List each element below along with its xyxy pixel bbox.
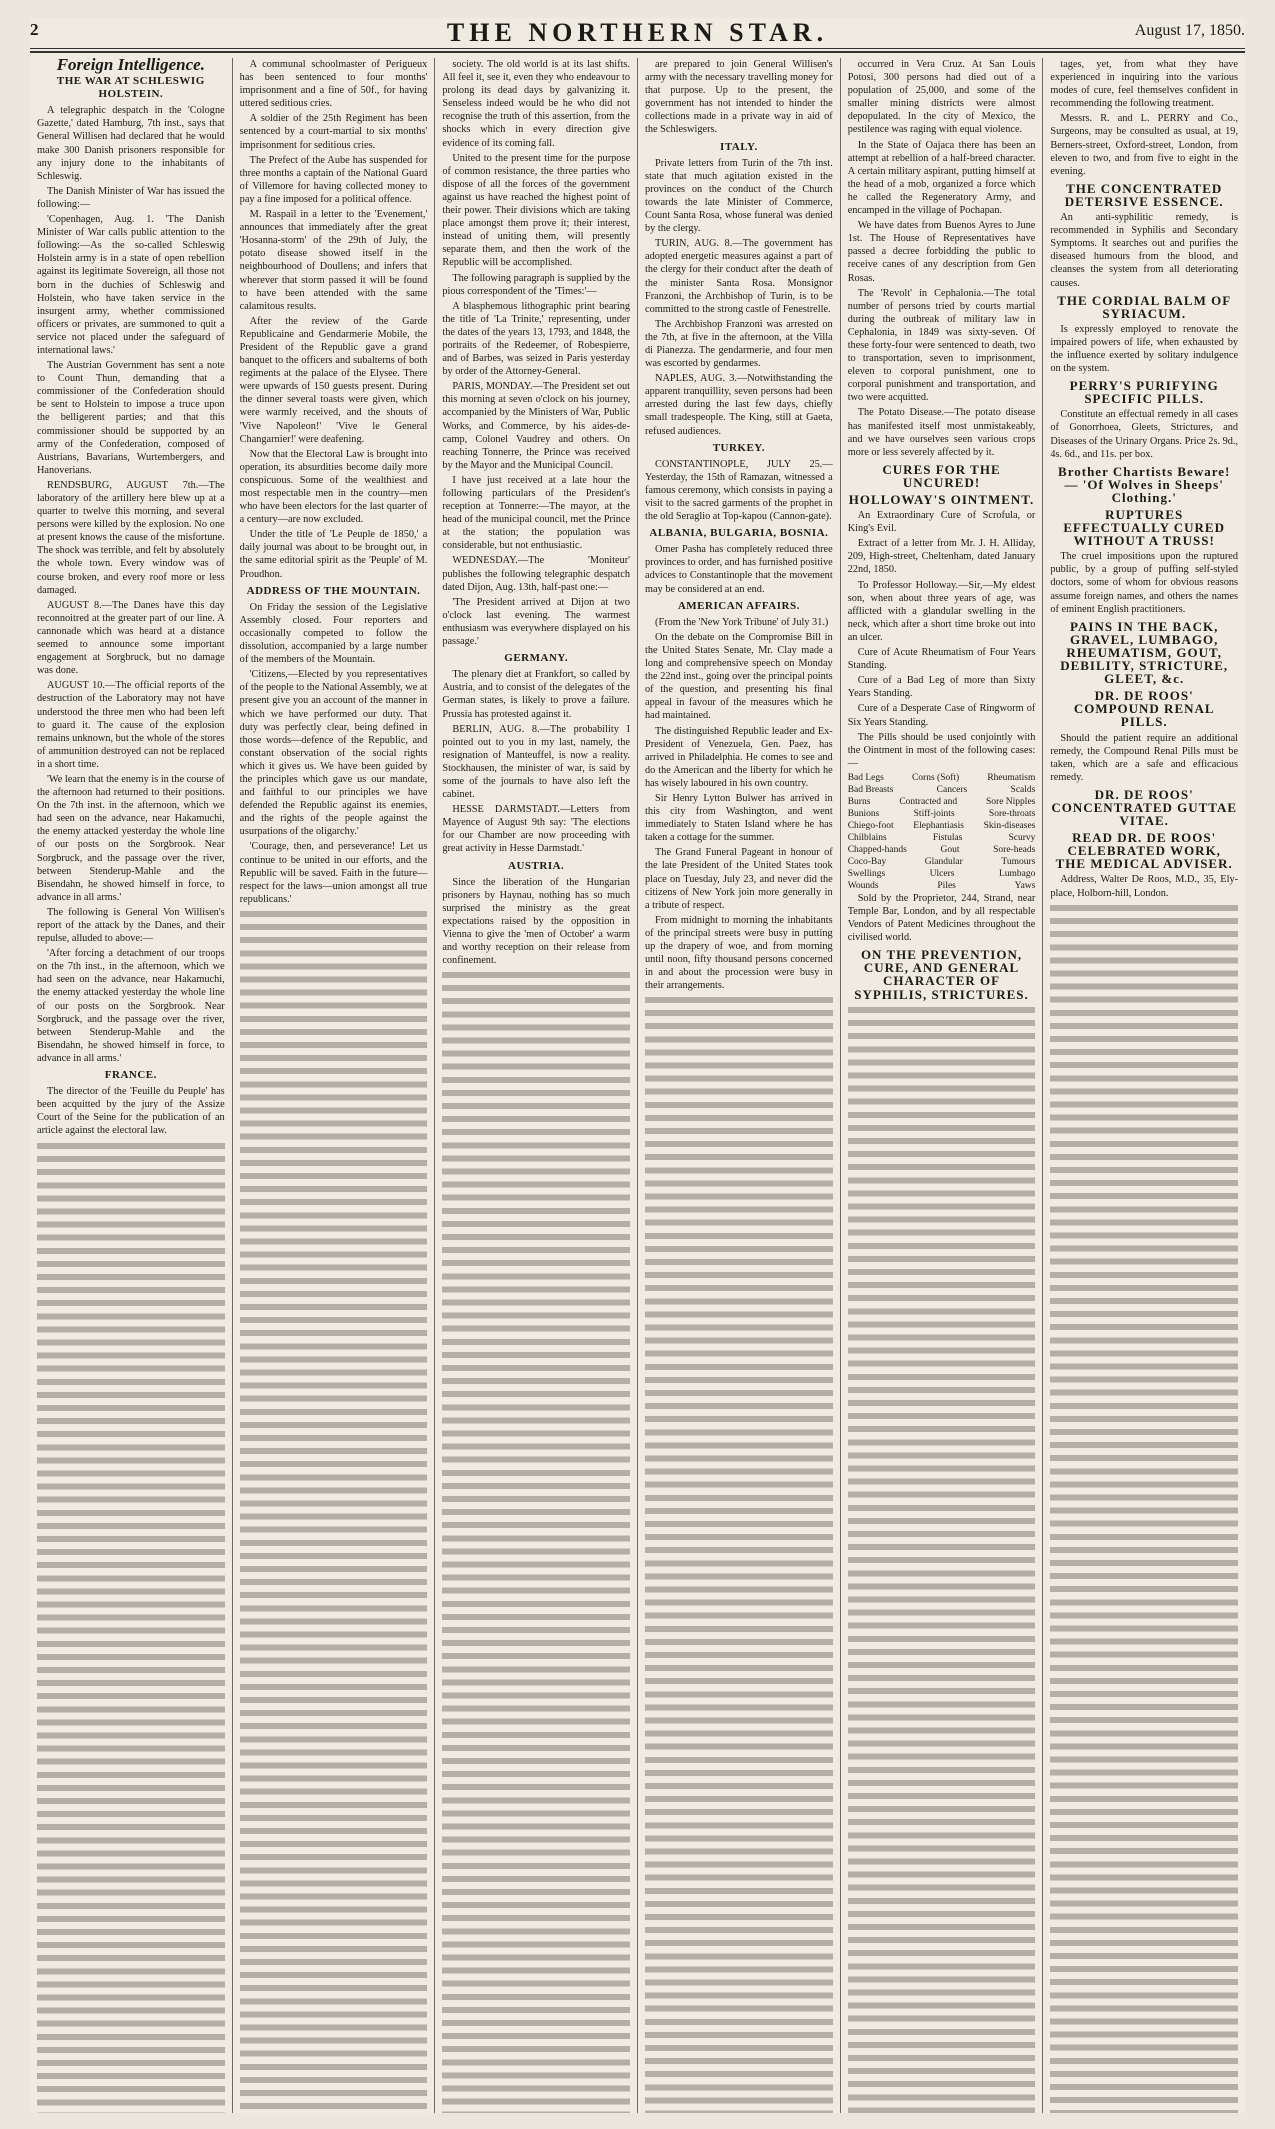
column-3 (435, 58, 638, 2113)
article-paragraph: PARIS, MONDAY.—The President set out this morning at seven o'clock on his journey, accompanied by the Ministers of War, Public Works, and Commerce, by his aides-de-camp, Colonel Vaudrey and others. On reaching Tonnerre, the Prince was received by the Mayor and the Municipal Council. (442, 381, 631, 471)
page-number: 2 (30, 20, 39, 39)
ailment-item: Stiff-joints (913, 808, 955, 819)
article-paragraph: The 'Revolt' in Cephalonia.—The total number of persons tried by courts martial during the outbreak of military law in Cephalonia, in 1849 was sixty-seven. Of these forty-four were sentenced to death, two to transportation, seven to imprisonment, eleven to corporal punishment, one to corporal punishment and transportation, and two were acquitted. (847, 287, 1036, 404)
section-heading: ADDRESS OF THE MOUNTAIN. (246, 584, 421, 597)
article-paragraph: 'Copenhagen, Aug. 1. 'The Danish Minister of War calls public attention to the following:—As the so-called Schleswig Holstein army is in a state of open rebellion against its legitimate Sovereign, all those not born in the duchies of Schleswig and Holstein, who have taken service in the insurgent army, whether commissioned officers or privates, are summoned to quit a service not placed under the safeguard of international laws.' (37, 214, 225, 356)
ailment-item: Chapped-hands (847, 844, 907, 855)
article-paragraph: The following is General Von Willisen's report of the attack by the Danes, and their repulse, alluded to above:— (37, 906, 225, 945)
issue-date: August 17, 1850. (1134, 22, 1245, 39)
section-heading: GERMANY. (504, 652, 569, 665)
ailment-item: Yaws (1014, 880, 1036, 891)
article-paragraph: Under the title of 'Le Peuple de 1850,' a daily journal was about to be brought out, in the same editorial spirit as the 'Peuple' of M. Proudhon. (239, 529, 428, 580)
article-paragraph: WEDNESDAY.—The 'Moniteur' publishes the following telegraphic despatch dated Dijon, Aug. 13th, half-past one:— (442, 555, 631, 593)
article-paragraph: Sir Henry Lytton Bulwer has arrived in this city from Washington, and went immediately to Staten Island where he has taken a cottage for the summer. (645, 792, 833, 844)
ailment-item: Bad Breasts (847, 784, 894, 795)
article-paragraph: Now that the Electoral Law is brought into operation, its absurdities become daily more conspicuous. Some of the wealthiest and most respectable men in the country—men who have been electors for the last quarter of a century—are now excluded. (239, 448, 428, 526)
article-paragraph: To Professor Holloway.—Sir,—My eldest son, when about three years of age, was afflicted with a glandular swelling in the neck, which after a short time broke out into an ulcer. (847, 579, 1036, 643)
ailment-item: Coco-Bay (847, 856, 887, 867)
article-paragraph: The Grand Funeral Pageant in honour of the late President of the United States took place on Tuesday, July 23, and never did the citizens of New York join more generally in a tribute of respect. (645, 847, 833, 911)
article-paragraph: AUGUST 10.—The official reports of the destruction of the Laboratory may not have understood the three men who had been left to guard it. The cause of the explosion remains unknown, but the whole of the stores of ammunition destroyed can not be replaced in a short time. (37, 680, 225, 770)
continued-text-lines (240, 908, 428, 2113)
article-paragraph: After the review of the Garde Republicaine and Gendarmerie Mobile, the President of the Republic gave a grand banquet to the officers and subalterns of both regiments at the palace of the Elysee. There were upwards of 150 guests present. During the dinner several toasts were given, which were warmly received, and the shouts of 'Vive Napoleon!' 'Vive le General Changarnier!' were deafening. (239, 315, 428, 445)
article-paragraph: The distinguished Republic leader and Ex-President of Venezuela, Gen. Paez, has arrived in Philadelphia. He comes to see and do the American and the liberty for which he has wisely laboured in his own country. (645, 725, 833, 789)
masthead-rule (30, 51, 1245, 53)
ailment-item: Skin-diseases (983, 820, 1036, 831)
article-paragraph: A communal schoolmaster of Perigueux has been sentenced to four months' imprisonment and a fine of 50f., for having uttered seditious cries. (239, 59, 428, 110)
continued-text-lines (442, 969, 630, 2113)
article-paragraph: I have just received at a late hour the following particulars of the President's reception at Tonnerre:—The mayor, at the head of the municipal council, met the Prince at the station; the population was considerable, but not enthusiastic. (442, 474, 631, 552)
ailment-item: Swellings (847, 868, 886, 879)
article-paragraph: The plenary diet at Frankfort, so called by Austria, and to consist of the delegates of the German states, is likely to prove a failure. Prussia has protested against it. (442, 669, 631, 720)
article-paragraph: The Prefect of the Aube has suspended for three months a captain of the National Guard of Villemore for having collected money to pay a fine imposed for a political offence. (239, 154, 428, 205)
article-paragraph: RENDSBURG, AUGUST 7th.—The laboratory of the artillery here blew up at a quarter to twelve this morning, and several persons were killed by the explosion. No one at present knows the cause of the misfortune. The shock was terrible, and felt by absolutely the whole town. Every window was of course broken, and every roof more or less damaged. (37, 479, 225, 596)
article-paragraph: From midnight to morning the inhabitants of the principal streets were busy in putting up the drapery of woe, and from morning until noon, fifty thousand persons concerned in and about the procession were busy in their arrangements. (645, 914, 833, 992)
article-paragraph: Cure of Acute Rheumatism of Four Years Standing. (847, 647, 1036, 672)
article-paragraph: Since the liberation of the Hungarian prisoners by Haynau, nothing has so much surprised the ministry as the great expectations raised by the opposition in Vienna to give the 'men of October' a warm and worthy reception on their release from confinement. (442, 876, 631, 967)
continued-text-lines (1050, 902, 1238, 2113)
columns (30, 58, 1245, 2113)
ailment-item: Corns (Soft) (911, 772, 960, 783)
advertisement-heading: ON THE PREVENTION, CURE, AND GENERAL CHARACTER OF SYPHILIS, STRICTURES. (854, 947, 1029, 1002)
column-6 (1043, 58, 1245, 2113)
section-heading: ALBANIA, BULGARIA, BOSNIA. (649, 527, 829, 540)
section-heading: FRANCE. (104, 1069, 157, 1082)
article-paragraph: We have dates from Buenos Ayres to June 1st. The House of Representatives have passed a decree forbidding the public to receive canes of any description from Gen Rosas. (847, 220, 1036, 284)
article-paragraph: Extract of a letter from Mr. J. H. Alliday, 209, High-street, Cheltenham, dated January 22nd, 1850. (847, 538, 1036, 576)
ailment-item: Contracted and (899, 796, 958, 807)
article-paragraph: Constitute an effectual remedy in all cases of Gonorrhoea, Gleets, Strictures, and Diseases of the Urinary Organs. Price 2s. 9d., 4s. 6d., and 11s. per box. (1050, 409, 1239, 460)
article-paragraph: The director of the 'Feuille du Peuple' has been acquitted by the jury of the Assize Court of the Seine for the publication of an article against the electoral law. (37, 1086, 225, 1137)
article-paragraph: In the State of Oajaca there has been an attempt at rebellion of a half-breed character. A certain military aspirant, putting himself at the head of a mob, organized a force which he called the Regeneratory Army, and encamped in the village of Pochapan. (847, 139, 1036, 217)
advertisement-heading: READ DR. DE ROOS' CELEBRATED WORK, THE MEDICAL ADVISER. (1055, 830, 1233, 872)
advertisement-heading: THE CONCENTRATED DETERSIVE ESSENCE. (1064, 180, 1224, 209)
ailment-row (848, 880, 1036, 892)
ailment-item: Ulcers (929, 868, 955, 879)
article-paragraph: Address, Walter De Roos, M.D., 35, Ely-place, Holborn-hill, London. (1050, 874, 1239, 899)
advertisement-heading: RUPTURES EFFECTUALLY CURED WITHOUT A TRUSS! (1063, 507, 1225, 549)
article-paragraph: The Pills should be used conjointly with the Ointment in most of the following cases:— (847, 731, 1036, 769)
advertisement-heading: CURES FOR THE UNCURED! (882, 461, 1001, 490)
ailment-row (848, 784, 1036, 796)
ailment-row (848, 808, 1036, 820)
article-paragraph: M. Raspail in a letter to the 'Evenement,' announces that immediately after the great 'Hosanna-storm' of the 29th of July, the potato disease showed itself in the neighbourhood of Doullens; and infers that wherever that storm passed it will be found to have been attended with the same calamitous results. (239, 209, 428, 312)
ailment-row (848, 796, 1036, 808)
article-paragraph: On the debate on the Compromise Bill in the United States Senate, Mr. Clay made a long and comprehensive speech on Monday the 22nd inst., going over the principal points of the question, and presenting his final appeal in favour of the measures which he had maintained. (645, 631, 833, 722)
article-paragraph: Private letters from Turin of the 7th inst. state that much agitation existed in the provinces on the conduct of the Church towards the late Minister of Commerce, Count Santa Rosa, whose funeral was denied by the clergy. (645, 157, 833, 235)
article-paragraph: A soldier of the 25th Regiment has been sentenced by a court-martial to six months' imprisonment for seditious cries. (239, 113, 428, 151)
ailment-item: Elephantiasis (913, 820, 964, 831)
column-1 (30, 58, 233, 2113)
column-2 (233, 58, 436, 2113)
section-heading: AMERICAN AFFAIRS. (677, 599, 800, 612)
section-heading: TURKEY. (712, 441, 765, 454)
section-masthead: Foreign Intelligence. (56, 58, 205, 74)
advertisement-heading: HOLLOWAY'S OINTMENT. (848, 492, 1035, 507)
advertisement-heading: PAINS IN THE BACK, GRAVEL, LUMBAGO, RHEUMATISM, GOUT, DEBILITY, STRICTURE, GLEET, &c. (1060, 618, 1229, 687)
article-paragraph: BERLIN, AUG. 8.—The probability I pointed out to you in my last, namely, the resignation of Manteuffel, is now a reality. Stockhausen, the minister of war, is said by some of the journals to have also left the cabinet. (442, 723, 631, 801)
continued-text-lines (37, 1140, 225, 2114)
article-paragraph: The Danish Minister of War has issued the following:— (37, 185, 225, 210)
advertisement-heading: DR. DE ROOS' CONCENTRATED GUTTAE VITAE. (1051, 786, 1238, 829)
ailment-item: Chiego-foot (847, 820, 894, 831)
article-paragraph: 'Courage, then, and perseverance! Let us continue to be united in our efforts, and the Republic will be saved. Faith in the future—respect for the laws—union amongst all true republicans.' (239, 841, 428, 905)
paper-title: THE NORTHERN STAR. (446, 18, 829, 47)
article-paragraph: The Archbishop Franzoni was arrested on the 7th, at five in the afternoon, at the Villa di Pianezza. The gendarmerie, and four men was escorted by gendarmes. (645, 318, 833, 370)
continued-text-lines (645, 994, 833, 2113)
ailment-item: Chilblains (847, 832, 887, 843)
ailment-item: Burns (847, 796, 871, 807)
ailment-item: Wounds (847, 880, 879, 891)
article-paragraph: The following paragraph is supplied by the pious correspondent of the 'Times:'— (442, 272, 631, 297)
ailment-item: Fistulas (932, 832, 963, 843)
ailment-item: Scurvy (1008, 832, 1036, 843)
ailment-item: Tumours (1001, 856, 1036, 867)
article-paragraph: A telegraphic despatch in the 'Cologne Gazette,' dated Hamburg, 7th inst., says that General Willisen had declared that he would make 300 Danish prisoners responsible for any injury done to the inhabitants of Schleswig. (37, 105, 225, 182)
ailment-item: Piles (937, 880, 956, 891)
newspaper-page (30, 18, 1245, 2113)
ailment-row (848, 856, 1036, 868)
advertisement-heading: DR. DE ROOS' COMPOUND RENAL PILLS. (1073, 688, 1215, 730)
article-paragraph: On Friday the session of the Legislative Assembly closed. Four reporters and occasionally competed to follow the dissolution, accompanied by a large number of the members of the Mountain. (239, 601, 428, 666)
article-paragraph: NAPLES, AUG. 3.—Notwithstanding the apparent tranquillity, seven persons had been arrested during the last few days, chiefly small tradespeople. The King, still at Gaeta, refused audiences. (645, 373, 833, 437)
ailment-item: Sore-heads (993, 844, 1036, 855)
article-paragraph: 'The President arrived at Dijon at two o'clock last evening. The warmest enthusiasm was everywhere displayed on his passage.' (442, 596, 631, 648)
article-paragraph: Cure of a Bad Leg of more than Sixty Years Standing. (847, 675, 1036, 700)
advertisement-heading: PERRY'S PURIFYING SPECIFIC PILLS. (1069, 378, 1219, 407)
ailment-item: Bunions (847, 808, 880, 819)
article-paragraph: Messrs. R. and L. PERRY and Co., Surgeons, may be consulted as usual, at 19, Berners-street, Oxford-street, London, from eleven to two, and from five to eight in the evening. (1050, 113, 1239, 177)
article-paragraph: HESSE DARMSTADT.—Letters from Mayence of August 9th say: 'The elections for our Chamber are now proceeding with great activity in Hesse Darmstadt.' (442, 804, 631, 855)
article-paragraph: A blasphemous lithographic print bearing the title of 'La Trinite,' representing, under the dates of the years 13, 1793, and 1848, the portraits of the Redeemer, of Robespierre, and of Barbes, was seized in Paris yesterday by order of the Attorney-General. (442, 300, 631, 378)
article-paragraph: Is expressly employed to renovate the impaired powers of life, when exhausted by the influence exerted by solitary indulgence on the system. (1050, 323, 1239, 375)
article-paragraph: An anti-syphilitic remedy, is recommended in Syphilis and Secondary Symptoms. It searches out and purifies the diseased humours from the blood, and cleanses the system from all deteriorating causes. (1050, 212, 1239, 289)
masthead (30, 18, 1245, 49)
continued-text-lines (848, 1004, 1036, 2113)
article-paragraph: 'We learn that the enemy is in the course of the afternoon had returned to their positions. On the 7th inst. in the afternoon, which we had seen on the advance, near Hakamuchi, the enemy attacked yesterday the whole line of our posts on the Sorgbrook. Near Sorgbruck, and the passage over the river, between Stenderup-Mahle and the Bisendahn, he showed himself in force, to advance in all arms.' (37, 773, 225, 903)
ailment-item: Gout (940, 844, 960, 855)
article-paragraph: An Extraordinary Cure of Scrofula, or King's Evil. (847, 510, 1036, 535)
article-paragraph: CONSTANTINOPLE, JULY 25.—Yesterday, the 15th of Ramazan, witnessed a famous ceremony, which consists in paying a visit to the sacred garments of the prophet in the old Seraglio at Top-kapou (Cannon-gate). (645, 458, 833, 523)
ailment-list (848, 772, 1036, 892)
ailment-item: Sore Nipples (986, 796, 1036, 807)
article-paragraph: 'Citizens,—Elected by you representatives of the people to the National Assembly, we at present give you an account of the manner in which we have performed our duty. That duty was perfectly clear, being defined in those words—defence of the Republic, and constant observation of the social rights which it gives us. We have been guided by the principles which gave us our mandate, and faithful to our principles we have defended the Republic against its enemies, and the rights of the people against the usurpations of the oligarchy.' (239, 669, 428, 838)
article-paragraph: Should the patient require an additional remedy, the Compound Renal Pills must be taken, which are a safe and efficacious remedy. (1050, 732, 1239, 783)
article-paragraph: United to the present time for the purpose of common resistance, the three parties who dispose of all the forces of the government against us have reached the highest point of their power. Their divisions which are taking place amongst them prove it; their interest, instead of uniting them, will presently separate them, and then the work of the Republic will be accomplished. (442, 152, 631, 269)
article-paragraph: society. The old world is at its last shifts. All feel it, see it, even they who endeavour to prolong its dead days by galvanizing it. Senseless indeed would be he who did not recognise the truth of this assertion, from the shocks which in every direction give evidence of its coming fall. (442, 59, 631, 149)
ailment-item: Rheumatism (987, 772, 1036, 783)
article-paragraph: The cruel impositions upon the ruptured public, by a group of puffing self-styled doctors, some of whom for obvious reasons assume foreign names, and others the names of eminent English practitioners. (1050, 551, 1239, 615)
article-paragraph: TURIN, AUG. 8.—The government has adopted energetic measures against a part of the clergy for their conduct after the death of the minister Santa Rosa. Monsignor Franzoni, the Archbishop of Turin, is to be committed to the strong castle of Fenestrelle. (645, 238, 833, 315)
ailment-row (848, 772, 1036, 784)
ailment-item: Scalds (1010, 784, 1036, 795)
section-heading: THE WAR AT SCHLESWIG HOLSTEIN. (56, 75, 205, 101)
ailment-item: Lumbago (998, 868, 1036, 879)
article-paragraph: The Potato Disease.—The potato disease has manifested itself most unmistakeably, and we have ourselves seen various crops more or less severely affected by it. (847, 407, 1036, 458)
section-heading: AUSTRIA. (508, 859, 565, 872)
ailment-row (848, 832, 1036, 844)
article-paragraph: 'After forcing a detachment of our troops on the 7th inst., in the afternoon, which we had seen on the advance, near Hakamuchi, the enemy attacked yesterday the whole line of our posts on the Sorgbrook. Near Sorgbruck, and the passage over the river, between Stenderup-Mahle and the Bisendahn, he showed himself in force, to advance in all arms.' (37, 948, 225, 1064)
column-4 (638, 58, 841, 2113)
ailment-row (848, 844, 1036, 856)
column-5 (841, 58, 1044, 2113)
advertisement-heading: THE CORDIAL BALM OF SYRIACUM. (1057, 292, 1232, 321)
ailment-item: Sore-throats (988, 808, 1036, 819)
ailment-row (848, 820, 1036, 832)
article-paragraph: Sold by the Proprietor, 244, Strand, near Temple Bar, London, and by all respectable Vendors of Patent Medicines throughout the civilised world. (847, 892, 1036, 944)
article-paragraph: occurred in Vera Cruz. At San Louis Potosi, 300 persons had died out of a population of 25,000, and some of the smaller mining districts were almost depopulated. In the city of Mexico, the pestilence was raging with equal violence. (847, 59, 1036, 136)
article-paragraph: are prepared to join General Willisen's army with the necessary travelling money for that purpose. Up to the present, the government has not intended to hinder the collections made in a private way in aid of the Schleswigers. (645, 59, 833, 136)
section-heading: ITALY. (719, 140, 758, 153)
advertisement-heading: Brother Chartists Beware! — 'Of Wolves in Sheeps' Clothing.' (1058, 463, 1231, 505)
article-paragraph: tages, yet, from what they have experienced in inquiring into the various modes of cure, feel themselves confident in recommending the following treatment. (1050, 59, 1239, 110)
article-paragraph: Cure of a Desperate Case of Ringworm of Six Years Standing. (847, 703, 1036, 728)
article-paragraph: AUGUST 8.—The Danes have this day reconnoitred at the greater part of our line. A cannonade which was heard at a distance seemed to announce some important engagement at Sorgbruck, but no damage was done. (37, 599, 225, 677)
ailment-row (848, 868, 1036, 880)
ailment-item: Cancers (936, 784, 968, 795)
article-paragraph: The Austrian Government has sent a note to Count Thun, demanding that a commissioner of the Confederation should be sent to Holstein to impose a truce upon the belligerent parties; and that this commissioner should be supported by an army of the Confederation, composed of Austrians, Bavarians, Wurtembergers, and Hanoverians. (37, 360, 225, 476)
article-paragraph: (From the 'New York Tribune' of July 31.) (655, 616, 829, 628)
ailment-item: Bad Legs (847, 772, 884, 783)
article-paragraph: Omer Pasha has completely reduced three provinces to order, and has furnished positive advices to Constantinople that the movement may be considered at an end. (645, 544, 833, 595)
ailment-item: Glandular (924, 856, 963, 867)
